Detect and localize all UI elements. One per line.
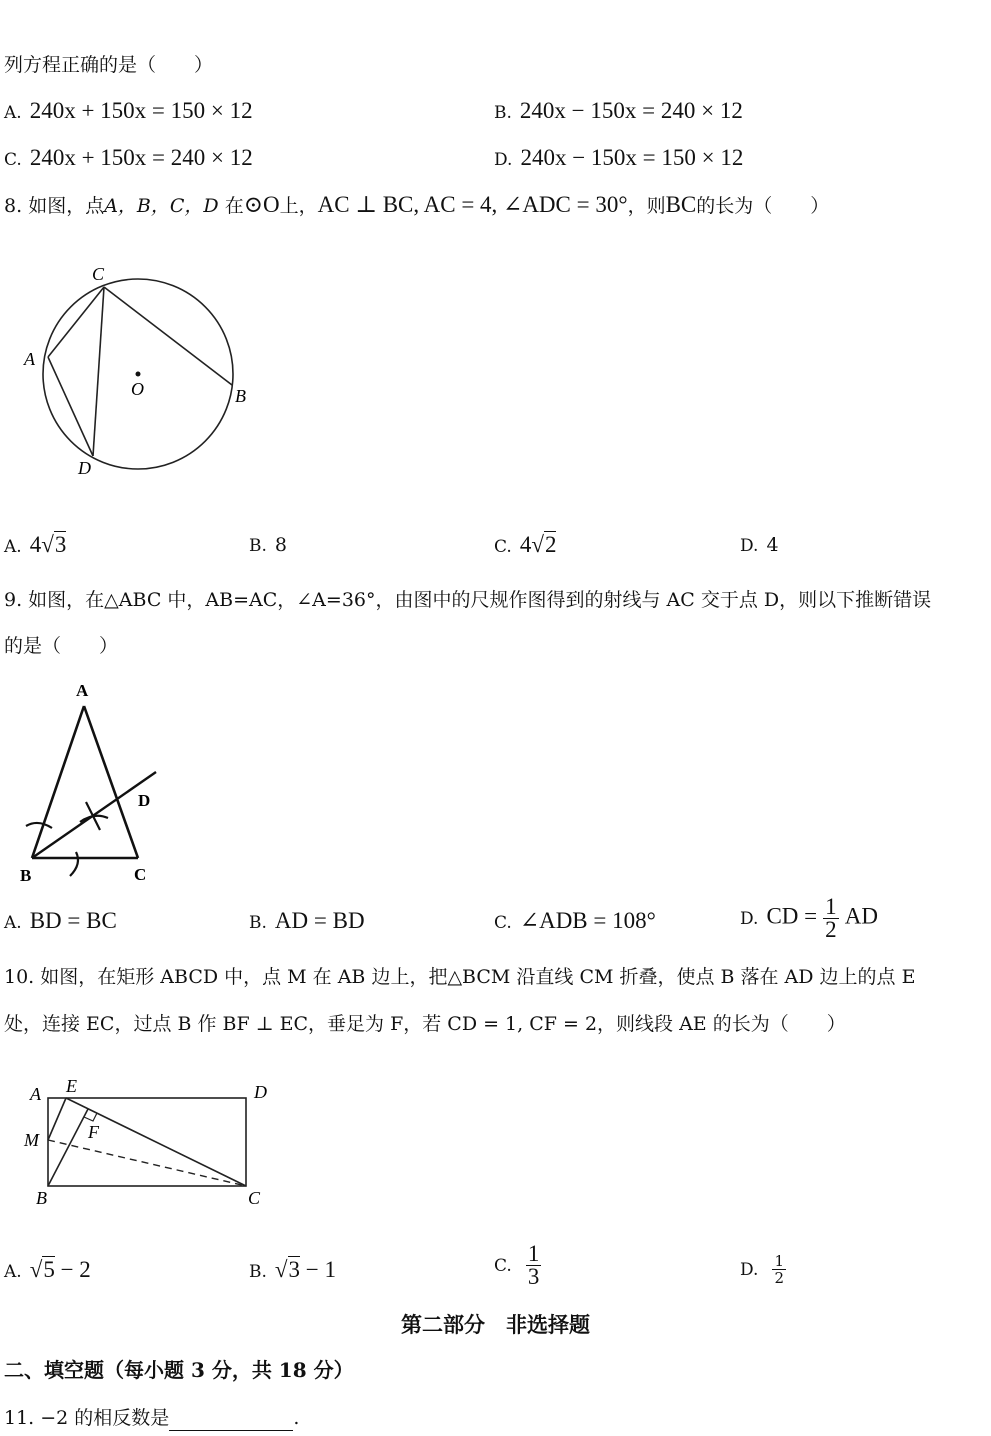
- q10-rectangle-figure: [18, 1072, 288, 1212]
- q9-label-a: A: [76, 681, 89, 700]
- q10-stem-line2: 处，连接 EC，过点 B 作 BF ⊥ EC，垂足为 F，若 CD = 1, CF = 2，则线段 AE 的长为（ ）: [4, 1013, 846, 1035]
- q9-option-a[interactable]: A. BD = BC: [4, 908, 117, 933]
- q11-answer-blank[interactable]: [169, 1410, 293, 1431]
- q9-label-c: C: [134, 865, 147, 884]
- q8-option-d[interactable]: D. 4: [740, 534, 779, 556]
- q9-stem-line2: 的是（ ）: [4, 635, 119, 657]
- q10-label-m: M: [24, 1130, 39, 1150]
- q9-option-d[interactable]: D. CD = $\frac{1}{2}$ AD: [740, 894, 878, 942]
- q10-label-f: F: [88, 1122, 99, 1142]
- q10-option-a[interactable]: A. √5 − 2: [4, 1257, 91, 1282]
- q8-label-d: D: [78, 458, 91, 478]
- q8-option-b[interactable]: B. 8: [249, 534, 287, 556]
- q10-label-c: C: [248, 1188, 261, 1208]
- q9-triangle-figure: [14, 676, 174, 886]
- part2-title: 第二部分 非选择题: [401, 1312, 590, 1337]
- q11-stem: 11. −2 的相反数是 .: [4, 1407, 300, 1429]
- q8-stem: 8. 如图，点A，B，C，D 在⊙O上，AC ⊥ BC, AC = 4, ∠ADC = 30°，则BC的长为（ ）: [4, 192, 830, 217]
- section-heading: 二、填空题（每小题 3 分，共 18 分）: [4, 1358, 354, 1382]
- q10-label-d: D: [254, 1082, 267, 1102]
- q8-option-a[interactable]: A. 4√3: [4, 532, 67, 557]
- q8-label-a: A: [24, 349, 35, 369]
- q10-option-d[interactable]: D. $\frac{1}{2}$: [740, 1252, 785, 1287]
- q10-stem-line1: 10. 如图，在矩形 ABCD 中，点 M 在 AB 边上，把△BCM 沿直线 CM 折叠，使点 B 落在 AD 边上的点 E: [4, 966, 916, 988]
- q9-label-b: B: [20, 866, 32, 885]
- q8-circle-figure: [18, 262, 258, 482]
- q7-stem-tail: 列方程正确的是（ ）: [4, 54, 214, 76]
- q8-option-c[interactable]: C. 4√2: [494, 532, 557, 557]
- q10-option-c[interactable]: C. $\frac{1}{3}$: [494, 1241, 540, 1289]
- q10-label-a: A: [30, 1084, 41, 1104]
- q9-option-b[interactable]: B. AD = BD: [249, 908, 365, 933]
- q8-label-b: B: [235, 386, 246, 406]
- q10-label-e: E: [66, 1076, 77, 1096]
- q9-label-d: D: [138, 791, 151, 810]
- q7-option-d[interactable]: D. 240x − 150x = 150 × 12: [494, 145, 744, 170]
- q7-option-b[interactable]: B. 240x − 150x = 240 × 12: [494, 98, 743, 123]
- q9-stem-line1: 9. 如图，在△ABC 中，AB=AC，∠A=36°，由图中的尺规作图得到的射线与 AC 交于点 D，则以下推断错误: [4, 589, 932, 611]
- q8-label-c: C: [92, 264, 105, 284]
- q10-label-b: B: [36, 1188, 47, 1208]
- q10-option-b[interactable]: B. √3 − 1: [249, 1257, 337, 1282]
- q7-option-a[interactable]: A. 240x + 150x = 150 × 12: [4, 98, 253, 123]
- q7-option-c[interactable]: C. 240x + 150x = 240 × 12: [4, 145, 253, 170]
- q9-option-c[interactable]: C. ∠ADB = 108°: [494, 908, 656, 933]
- q8-label-o: O: [131, 379, 144, 399]
